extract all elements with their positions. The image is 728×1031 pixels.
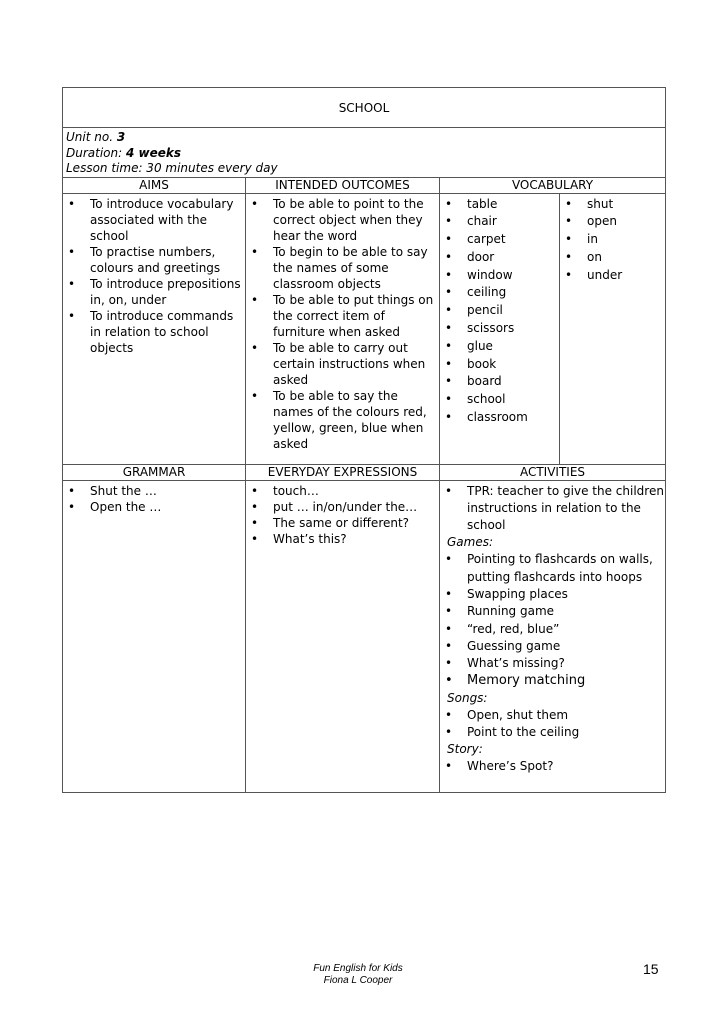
songs-label: Songs: xyxy=(447,690,488,705)
duration-value: 4 weeks xyxy=(126,145,182,160)
game-item: • Guessing game xyxy=(440,638,665,655)
games-label: Games: xyxy=(447,535,494,550)
grammar-item: • Open the … xyxy=(63,499,245,515)
aims-list xyxy=(63,196,245,356)
vocabulary-item: • open xyxy=(560,213,665,231)
duration-label: Duration: xyxy=(66,145,123,160)
vocabulary-item: • table xyxy=(440,196,559,214)
header-row-top xyxy=(63,177,665,194)
expressions-header: EVERYDAY EXPRESSIONS xyxy=(245,465,439,480)
lesson-plan-table xyxy=(62,87,666,793)
table-title: SCHOOL xyxy=(63,88,665,128)
aims-cell xyxy=(63,194,245,464)
song-item: • Point to the ceiling xyxy=(440,724,665,741)
game-item: • Pointing to flashcards on walls, putting flashcards into hoops xyxy=(440,551,665,586)
aim-item: • To introduce vocabulary associated with the school xyxy=(63,196,245,244)
story-item: • Where’s Spot? xyxy=(440,758,665,775)
expressions-cell xyxy=(245,481,439,792)
game-item: • Memory matching xyxy=(440,672,665,689)
songs-list xyxy=(440,707,665,742)
content-row-bottom xyxy=(63,481,665,792)
outcome-item: • To be able to point to the correct object when they hear the word xyxy=(246,196,439,244)
vocabulary-item: • shut xyxy=(560,196,665,214)
grammar-cell xyxy=(63,481,245,792)
vocabulary-item: • chair xyxy=(440,213,559,231)
header-row-bottom xyxy=(63,465,665,481)
aim-item: • To practise numbers, colours and greetings xyxy=(63,244,245,276)
footer-credit xyxy=(303,963,413,987)
unit-line xyxy=(66,130,662,146)
vocabulary-item: • pencil xyxy=(440,302,559,320)
unit-value: 3 xyxy=(116,130,126,144)
expression-item: • touch… xyxy=(246,483,439,499)
expressions-list xyxy=(246,483,439,547)
aim-item: • To introduce prepositions in, on, under xyxy=(63,276,245,308)
lesson-time: Lesson time: 30 minutes every day xyxy=(66,161,278,175)
vocab-list-nouns xyxy=(440,196,559,427)
game-item: • “red, red, blue” xyxy=(440,621,665,638)
vocabulary-item: • door xyxy=(440,249,559,267)
unit-meta xyxy=(63,128,665,177)
vocabulary-item: • book xyxy=(440,356,559,374)
outcome-item: • To be able to carry out certain instructions when asked xyxy=(246,340,439,388)
vocabulary-nouns xyxy=(440,194,560,464)
outcome-item: • To be able to put things on the correct item of furniture when asked xyxy=(246,292,439,340)
game-item: • What’s missing? xyxy=(440,655,665,672)
game-item: • Swapping places xyxy=(440,586,665,603)
unit-label: Unit no. xyxy=(66,130,114,144)
vocab-list-commands xyxy=(560,196,665,285)
outcomes-header: INTENDED OUTCOMES xyxy=(245,178,439,193)
vocabulary-item: • ceiling xyxy=(440,284,559,302)
footer-book-title: Fun English for Kids xyxy=(313,963,403,974)
vocabulary-item: • scissors xyxy=(440,320,559,338)
activities-cell xyxy=(439,481,665,792)
outcome-item: • To be able to say the names of the colours red, yellow, green, blue when asked xyxy=(246,388,439,452)
footer-author: Fiona L Cooper xyxy=(323,975,393,986)
vocabulary-item: • in xyxy=(560,231,665,249)
grammar-item: • Shut the … xyxy=(63,483,245,499)
aims-header: AIMS xyxy=(139,177,169,192)
song-item: • Open, shut them xyxy=(440,707,665,724)
games-list xyxy=(440,551,665,689)
vocabulary-item: • classroom xyxy=(440,409,559,427)
expression-item: • What’s this? xyxy=(246,531,439,547)
vocabulary-item: • carpet xyxy=(440,231,559,249)
vocabulary-item: • window xyxy=(440,267,559,285)
page-number: 15 xyxy=(643,961,659,977)
tpr-list xyxy=(440,483,665,535)
vocabulary-header: VOCABULARY xyxy=(439,178,665,193)
vocabulary-cell xyxy=(439,194,665,464)
outcomes-cell xyxy=(245,194,439,464)
vocabulary-item: • board xyxy=(440,373,559,391)
vocabulary-item: • school xyxy=(440,391,559,409)
story-label: Story: xyxy=(447,742,483,757)
tpr-item: • TPR: teacher to give the children instructions in relation to the school xyxy=(440,483,665,535)
content-row-top xyxy=(63,194,665,465)
expression-item: • The same or different? xyxy=(246,515,439,531)
aim-item: • To introduce commands in relation to school objects xyxy=(63,308,245,356)
game-item: • Running game xyxy=(440,603,665,620)
story-list xyxy=(440,758,665,775)
vocabulary-item: • under xyxy=(560,267,665,285)
vocabulary-item: • on xyxy=(560,249,665,267)
expression-item: • put … in/on/under the… xyxy=(246,499,439,515)
grammar-list xyxy=(63,483,245,515)
vocabulary-item: • glue xyxy=(440,338,559,356)
grammar-header: GRAMMAR xyxy=(122,464,186,479)
vocabulary-commands xyxy=(560,194,665,464)
outcomes-list xyxy=(246,196,439,452)
duration-line xyxy=(66,146,662,162)
outcome-item: • To begin to be able to say the names of some classroom objects xyxy=(246,244,439,292)
activities-header: ACTIVITIES xyxy=(439,465,665,480)
